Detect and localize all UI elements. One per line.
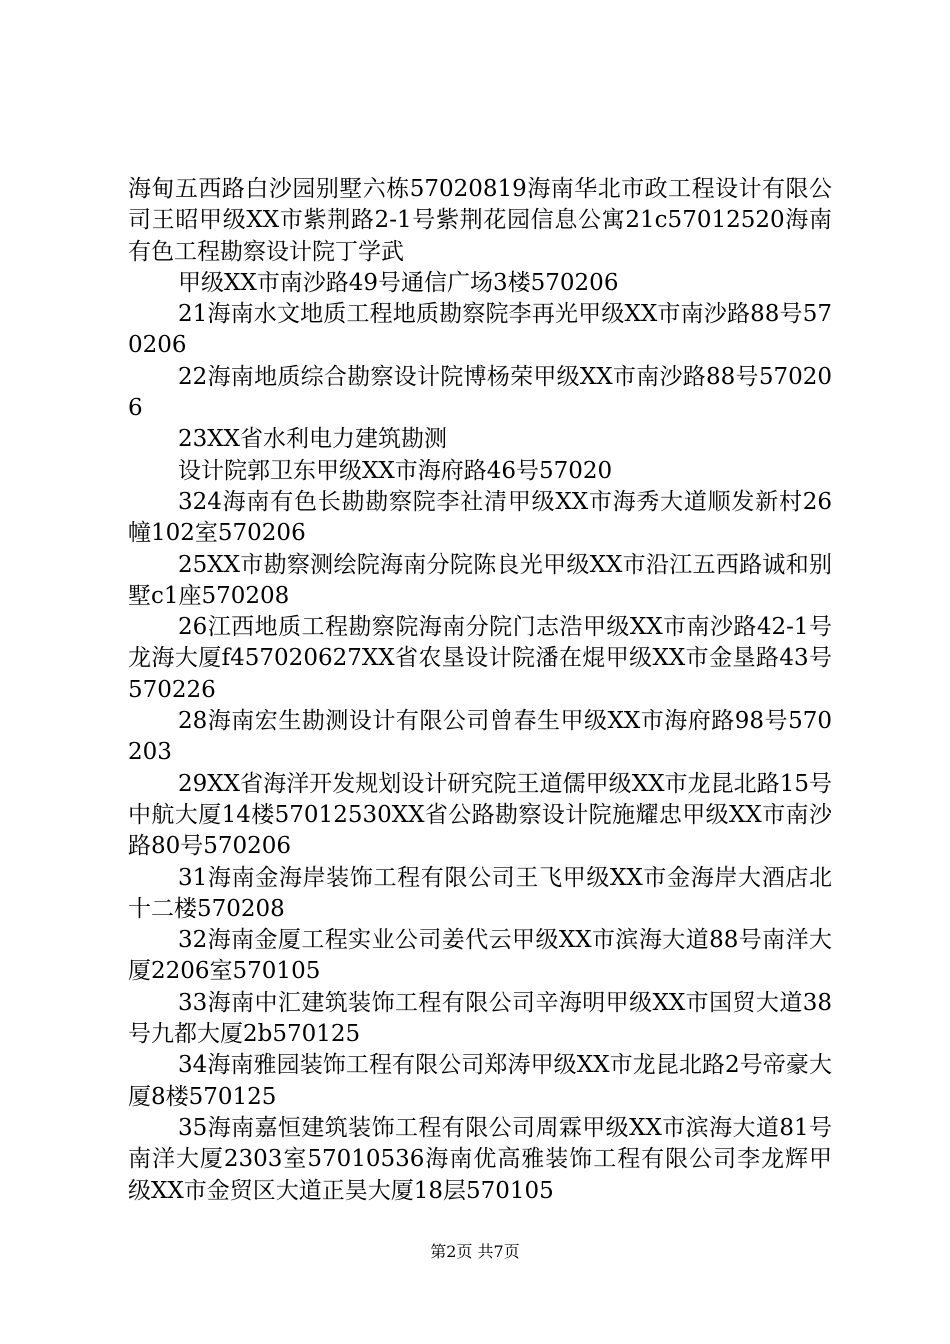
paragraph: 33海南中汇建筑装饰工程有限公司辛海明甲级XX市国贸大道38号九都大厦2b570125 [128,989,832,1048]
paragraph: 32海南金厦工程实业公司姜代云甲级XX市滨海大道88号南洋大厦2206室570105 [128,927,832,985]
paragraph: 34海南雅园装饰工程有限公司郑涛甲级XX市龙昆北路2号帝豪大厦8楼570125 [128,1052,832,1110]
paragraph: 324海南有色长勘勘察院李社清甲级XX市海秀大道顺发新村26幢102室570206 [128,488,832,547]
paragraph: 25XX市勘察测绘院海南分院陈良光甲级XX市沿江五西路诚和别墅c1座570208 [128,551,832,609]
paragraph: 31海南金海岸装饰工程有限公司王飞甲级XX市金海岸大酒店北十二楼570208 [128,864,832,922]
paragraph: 26江西地质工程勘察院海南分院门志浩甲级XX市南沙路42-1号龙海大厦f457020627XX省农垦设计院潘在焜甲级XX市金垦路43号570226 [128,614,832,703]
page-footer [0,1242,950,1262]
page-number-label: 第2页 共7页 [430,1242,520,1261]
paragraph: 28海南宏生勘测设计有限公司曾春生甲级XX市海府路98号570203 [128,708,832,766]
paragraph: 22海南地质综合勘察设计院博杨荣甲级XX市南沙路88号570206 [128,363,832,422]
paragraph: 海甸五西路白沙园别墅六栋57020819海南华北市政工程设计有限公司王昭甲级XX市紫荆路2-1号紫荆花园信息公寓21c57012520海南有色工程勘察设计院丁学武 [128,176,832,265]
paragraph: 21海南水文地质工程地质勘察院李再光甲级XX市南沙路88号570206 [128,301,832,359]
paragraph: 35海南嘉恒建筑装饰工程有限公司周霖甲级XX市滨海大道81号南洋大厦2303室57010536海南优高雅装饰工程有限公司李龙辉甲级XX市金贸区大道正昊大厦18层570105 [128,1114,832,1204]
paragraph: 甲级XX市南沙路49号通信广场3楼570206 [178,269,619,296]
document-body [128,174,832,1207]
paragraph: 设计院郭卫东甲级XX市海府路46号57020 [178,457,613,484]
paragraph: 23XX省水利电力建筑勘测 [178,426,448,453]
paragraph: 29XX省海洋开发规划设计研究院王道儒甲级XX市龙昆北路15号中航大厦14楼57012530XX省公路勘察设计院施耀忠甲级XX市南沙路80号570206 [128,770,832,860]
